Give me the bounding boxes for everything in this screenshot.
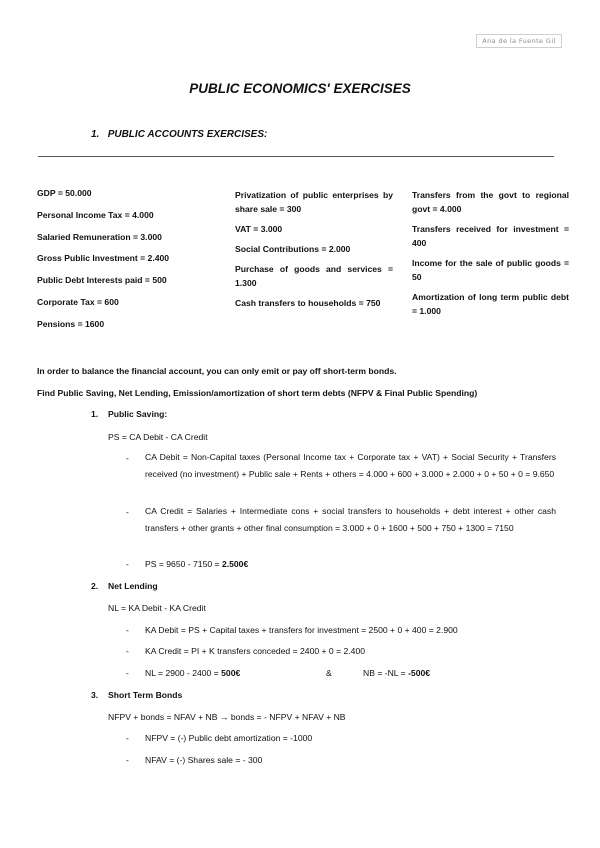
data-item: VAT = 3.000 <box>235 224 283 234</box>
ampersand: & <box>326 668 332 678</box>
ca-debit-text: CA Debit = Non-Capital taxes (Personal Income tax + Corporate tax + VAT) + Social Security + Transfers received (no investment) + Public sale + Rents + others = 4.000 + 600 + 3.000 + 2.000 + 0 + 50 + 0 = 9.650 <box>145 452 556 479</box>
result-label: NB = -NL = <box>363 668 409 678</box>
data-item: Amortization of long term public debt = 1.000 <box>412 292 569 316</box>
step-number: 2. <box>91 581 99 591</box>
data-item: Cash transfers to households = 750 <box>235 298 381 308</box>
divider <box>38 156 554 157</box>
ps-result <box>145 559 248 569</box>
step-number: 1. <box>91 409 99 419</box>
instruction-line: In order to balance the financial account, you can only emit or pay off short-term bonds. <box>37 366 397 376</box>
nl-result <box>145 668 240 678</box>
data-item: Pensions = 1600 <box>37 318 105 329</box>
formula: PS = CA Debit - CA Credit <box>108 432 208 442</box>
instruction-line: Find Public Saving, Net Lending, Emission/amortization of short term debts (NFPV & Final Public Spending) <box>37 388 478 398</box>
section-number: 1. <box>91 129 100 140</box>
data-column-2 <box>235 188 393 316</box>
step-number: 3. <box>91 690 99 700</box>
data-item: Income for the sale of public goods = 50 <box>412 258 569 282</box>
result-value: -500€ <box>408 668 431 678</box>
result-label: NL = 2900 - 2400 = <box>145 668 222 678</box>
bullet-dash: - <box>126 755 129 765</box>
nfpv-text: NFPV = (-) Public debt amortization = -1000 <box>145 733 313 743</box>
data-item: Social Contributions = 2.000 <box>235 244 351 254</box>
ka-credit-text: KA Credit = PI + K transfers conceded = 2400 + 0 = 2.400 <box>145 646 366 656</box>
data-item: GDP = 50.000 <box>37 188 92 198</box>
bullet-dash: - <box>126 559 129 569</box>
data-item: Salaried Remuneration = 3.000 <box>37 231 162 242</box>
section-label: PUBLIC ACCOUNTS EXERCISES: <box>107 129 268 140</box>
bullet-dash: - <box>126 625 129 635</box>
bullet-dash: - <box>126 507 129 517</box>
step-heading: Public Saving: <box>108 409 168 419</box>
ka-debit-text: KA Debit = PS + Capital taxes + transfers for investment = 2500 + 0 + 400 = 2.900 <box>145 625 458 635</box>
bullet-dash: - <box>126 646 129 656</box>
formula: NFPV + bonds = NFAV + NB → bonds = - NFPV + NFAV + NB <box>108 712 346 722</box>
data-column-1 <box>37 188 217 341</box>
bullet-dash: - <box>126 453 129 463</box>
data-item: Corporate Tax = 600 <box>37 296 119 307</box>
step-heading: Net Lending <box>108 581 158 591</box>
nb-result <box>363 668 430 678</box>
ca-credit-text: CA Credit = Salaries + Intermediate cons + social transfers to households + debt interest + other cash transfers + other grants + other final consumption = 3.000 + 0 + 1600 + 500 + 750 + 1300 = 7150 <box>145 506 556 533</box>
result-value: 500€ <box>221 668 241 678</box>
bullet-dash: - <box>126 733 129 743</box>
data-item: Public Debt Interests paid = 500 <box>37 275 167 286</box>
author-tag: Ana de la Fuente Gil <box>476 34 562 48</box>
data-item: Purchase of goods and services = 1.300 <box>235 264 393 288</box>
page-title: PUBLIC ECONOMICS' EXERCISES <box>189 81 411 96</box>
data-item: Gross Public Investment = 2.400 <box>37 253 170 264</box>
result-value: 2.500€ <box>221 559 249 569</box>
data-column-3 <box>412 188 569 324</box>
result-label: PS = 9650 - 7150 = <box>145 559 222 569</box>
data-item: Personal Income Tax = 4.000 <box>37 209 154 220</box>
formula: NL = KA Debit - KA Credit <box>108 603 206 613</box>
section-heading <box>91 129 267 140</box>
data-item: Privatization of public enterprises by share sale = 300 <box>235 190 393 214</box>
bullet-dash: - <box>126 668 129 678</box>
step-heading: Short Term Bonds <box>108 690 183 700</box>
nfav-text: NFAV = (-) Shares sale = - 300 <box>145 755 263 765</box>
data-item: Transfers received for investment = 400 <box>412 224 569 248</box>
data-item: Transfers from the govt to regional govt = 4.000 <box>412 190 569 214</box>
